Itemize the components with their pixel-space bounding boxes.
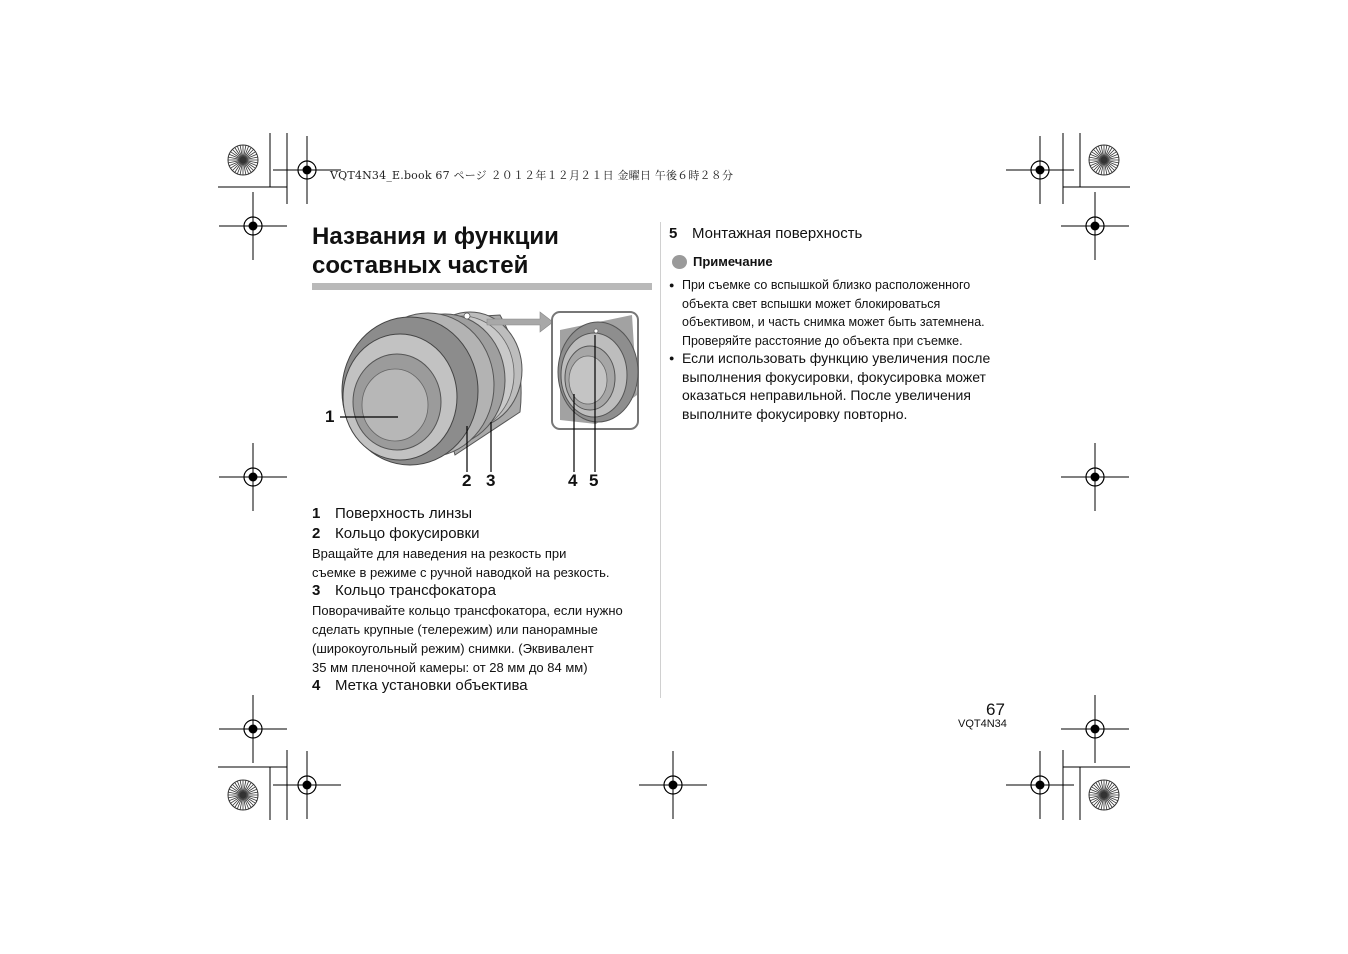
part-3 xyxy=(312,581,496,601)
part-number: 3 xyxy=(312,582,321,599)
lens-front-view xyxy=(342,312,522,465)
callout-2: 2 xyxy=(462,471,472,490)
page-title-line-2: составных частей xyxy=(312,252,529,279)
part-label: Кольцо трансфокатора xyxy=(335,582,496,599)
page-title-line-1: Названия и функции xyxy=(312,223,559,250)
bullet-dot: ● xyxy=(669,353,675,363)
note-line: объективом, и часть снимка может быть затемнена. xyxy=(682,315,985,329)
part-2-description xyxy=(312,544,609,582)
part-number: 2 xyxy=(312,525,321,542)
part-label: Поверхность линзы xyxy=(335,505,472,522)
note-heading: Примечание xyxy=(693,254,773,269)
note-text-2 xyxy=(682,349,990,423)
part-1 xyxy=(312,504,472,524)
model-code: VQT4N34 xyxy=(958,718,1007,730)
callout-5: 5 xyxy=(589,471,599,490)
part-5 xyxy=(669,224,862,244)
note-line: выполнения фокусировки, фокусировка может xyxy=(682,368,986,385)
part-3-description xyxy=(312,601,623,677)
note-line: Проверяйте расстояние до объекта при съемке. xyxy=(682,333,963,348)
part-number: 5 xyxy=(669,225,678,242)
description-line: Поворачивайте кольцо трансфокатора, если нужно xyxy=(312,603,623,618)
part-number: 1 xyxy=(312,505,321,522)
description-line: съемке в режиме с ручной наводкой на резкость. xyxy=(312,565,610,580)
callout-3: 3 xyxy=(486,471,496,490)
bullet-dot: ● xyxy=(669,280,675,290)
callout-4: 4 xyxy=(568,471,578,490)
print-header: VQT4N34_E.book 67 ページ ２０１２年１２月２１日 金曜日 午後６時２８分 xyxy=(330,169,734,182)
note-line: объекта свет вспышки может блокироваться xyxy=(682,296,941,311)
description-line: (широкоугольный режим) снимки. (Эквивалент xyxy=(312,641,594,656)
description-line: 35 мм пленочной камеры: от 28 мм до 84 мм) xyxy=(312,660,588,675)
callout-1: 1 xyxy=(325,407,335,426)
part-2 xyxy=(312,524,479,544)
note-line: При съемке со вспышкой близко расположенного xyxy=(682,278,971,292)
page-number: 67 xyxy=(986,700,1005,719)
note-line: Если использовать функцию увеличения после xyxy=(682,350,991,366)
description-line: Вращайте для наведения на резкость при xyxy=(312,546,567,561)
note-icon xyxy=(672,255,687,269)
part-label: Монтажная поверхность xyxy=(692,225,863,242)
note-line: выполните фокусировку повторно. xyxy=(682,405,908,422)
note-text-1 xyxy=(682,276,985,350)
part-number: 4 xyxy=(312,677,321,694)
description-line: сделать крупные (телережим) или панорамные xyxy=(312,622,598,637)
part-4 xyxy=(312,676,528,696)
note-line: оказаться неправильной. После увеличения xyxy=(682,387,971,403)
part-label: Метка установки объектива xyxy=(335,677,528,694)
part-label: Кольцо фокусировки xyxy=(335,525,480,542)
